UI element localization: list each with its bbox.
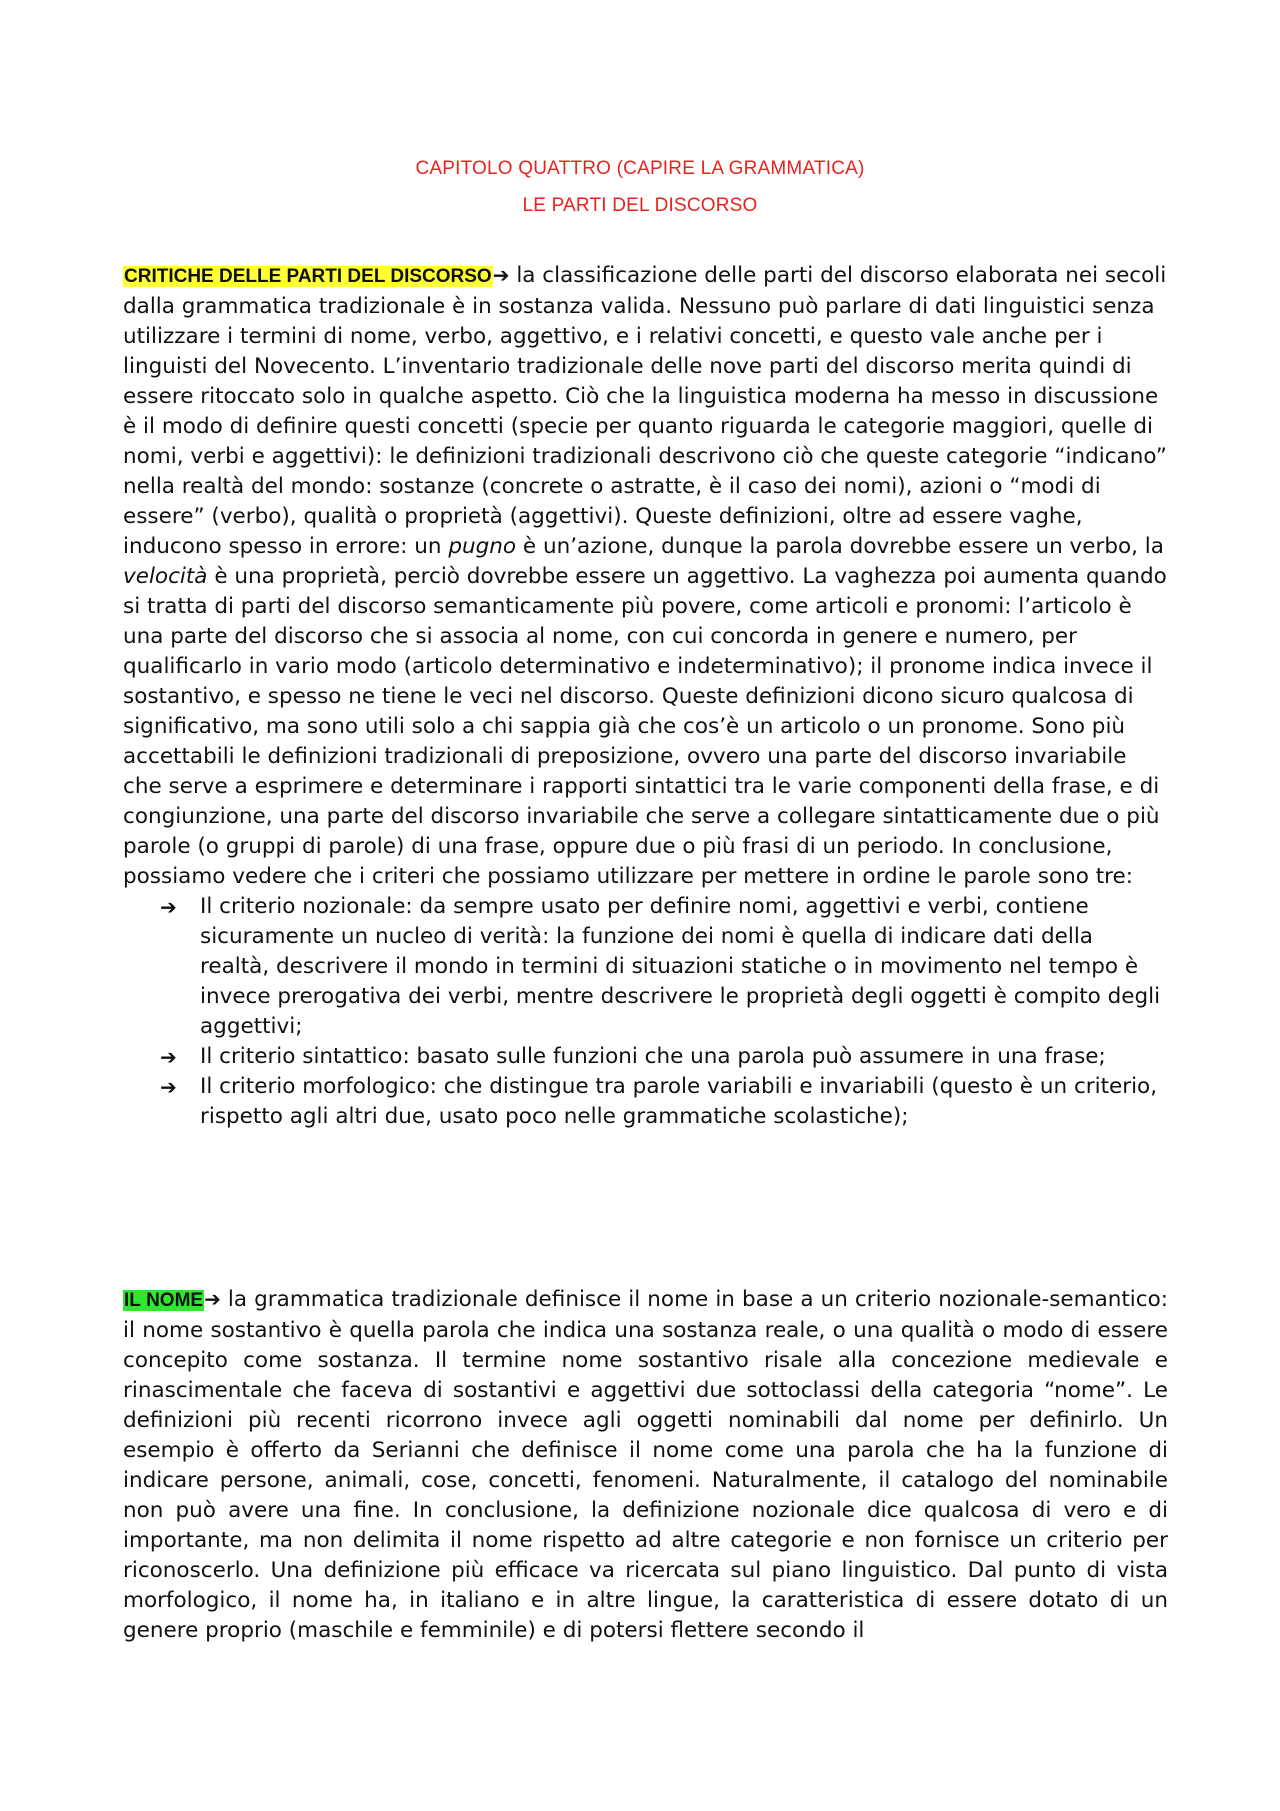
arrow-icon: ➔ (492, 263, 510, 287)
list-item (123, 892, 1168, 1042)
section-critiche-paragraph (123, 260, 1168, 892)
paragraph-text: la grammatica tradizionale definisce il nome in base a un criterio nozionale-semantico: il nome sostantivo è quella parola che indica una sostanza reale, o una qualità o modo di essere concepito come sostanza. Il termine nome sostantivo risale alla concezione medievale e rinascimentale che faceva di sostantivi e aggettivi due sottoclassi della categoria “nome”. Le definizioni più recenti ricorrono invece agli oggetti nominabili dal nome per definirlo. Un esempio è offerto da Serianni che definisce il nome come una parola che ha la funzione di indicare persone, animali, cose, concetti, fenomeni. Naturalmente, il catalogo del nominabile non può avere una fine. In conclusione, la definizione nozionale dice qualcosa di vero e di importante, ma non delimita il nome rispetto ad altre categorie e non fornisce un criterio per riconoscerlo. Una definizione più efficace va ricercata sul piano linguistico. Dal punto di vista morfologico, il nome ha, in italiano e in altre lingue, la caratteristica di essere dotato di un genere proprio (maschile e femminile) e di potersi flettere secondo il (123, 1287, 1169, 1643)
section-il-nome (123, 1284, 1168, 1646)
criteria-list (123, 892, 1168, 1132)
list-item-text: Il criterio nozionale: da sempre usato per definire nomi, aggettivi e verbi, contiene sicuramente un nucleo di verità: la funzione dei nomi è quella di indicare dati della realtà, descrivere il mondo in termini di situazioni statiche o in movimento nel tempo è invece prerogativa dei verbi, mentre descrivere le proprietà degli oggetti è compito degli aggettivi; (200, 894, 1161, 1039)
paragraph-text: è una proprietà, perciò dovrebbe essere un aggettivo. La vaghezza poi aumenta quando si tratta di parti del discorso semanticamente più povere, come articoli e pronomi: l’articolo è una parte del discorso che si associa al nome, con cui concorda in genere e numero, per qualificarlo in vario modo (articolo determinativo e indeterminativo); il pronome indica invece il sostantivo, e spesso ne tiene le veci nel discorso. Queste definizioni dicono sicuro qualcosa di significativo, ma sono utili solo a chi sappia già che cos’è un articolo o un pronome. Sono più accettabili le definizioni tradizionali di preposizione, ovvero una parte del discorso invariabile che serve a esprimere e determinare i rapporti sintattici tra le varie componenti della frase, e di congiunzione, una parte del discorso invariabile che serve a collegare sintatticamente due o più parole (o gruppi di parole) di una frase, oppure due o più frasi di un periodo. In conclusione, possiamo vedere che i criteri che possiamo utilizzare per mettere in ordine le parole sono tre: (123, 564, 1167, 889)
arrow-icon: ➔ (204, 1287, 221, 1311)
arrow-bullet-icon: ➔ (160, 1075, 177, 1099)
list-item (123, 1042, 1168, 1072)
italic-term-pugno: pugno (448, 534, 517, 559)
chapter-subtitle: LE PARTI DEL DISCORSO (522, 195, 758, 216)
section-critiche (123, 260, 1168, 1132)
list-item-text: Il criterio morfologico: che distingue tra parole variabili e invariabili (questo è un criterio, rispetto agli altri due, usato poco nelle grammatiche scolastiche); (200, 1074, 1158, 1129)
italic-term-velocita: velocità (123, 564, 208, 589)
list-item (123, 1072, 1168, 1132)
section-heading-il-nome: IL NOME (124, 1290, 204, 1311)
arrow-bullet-icon: ➔ (160, 1045, 177, 1069)
section-heading-critiche: CRITICHE DELLE PARTI DEL DISCORSO (124, 266, 492, 287)
list-item-text: Il criterio sintattico: basato sulle funzioni che una parola può assumere in una frase; (200, 1044, 1106, 1069)
arrow-bullet-icon: ➔ (160, 895, 177, 919)
paragraph-text: la classificazione delle parti del discorso elaborata nei secoli dalla grammatica tradizionale è in sostanza valida. Nessuno può parlare di dati linguistici senza utilizzare i termini di nome, verbo, aggettivo, e i relativi concetti, e questo vale anche per i linguisti del Novecento. L’inventario tradizionale delle nove parti del discorso merita quindi di essere ritoccato solo in qualche aspetto. Ciò che la linguistica moderna ha messo in discussione è il modo di definire questi concetti (specie per quanto riguarda le categorie maggiori, quelle di nomi, verbi e aggettivi): le definizioni tradizionali descrivono ciò che queste categorie “indicano” nella realtà del mondo: sostanze (concrete o astratte, è il caso dei nomi), azioni o “modi di essere” (verbo), qualità o proprietà (aggettivi). Queste definizioni, oltre ad essere vaghe, inducono spesso in errore: un (123, 263, 1167, 559)
paragraph-text: è un’azione, dunque la parola dovrebbe essere un verbo, la (516, 534, 1164, 559)
chapter-title: CAPITOLO QUATTRO (CAPIRE LA GRAMMATICA) (415, 158, 865, 179)
